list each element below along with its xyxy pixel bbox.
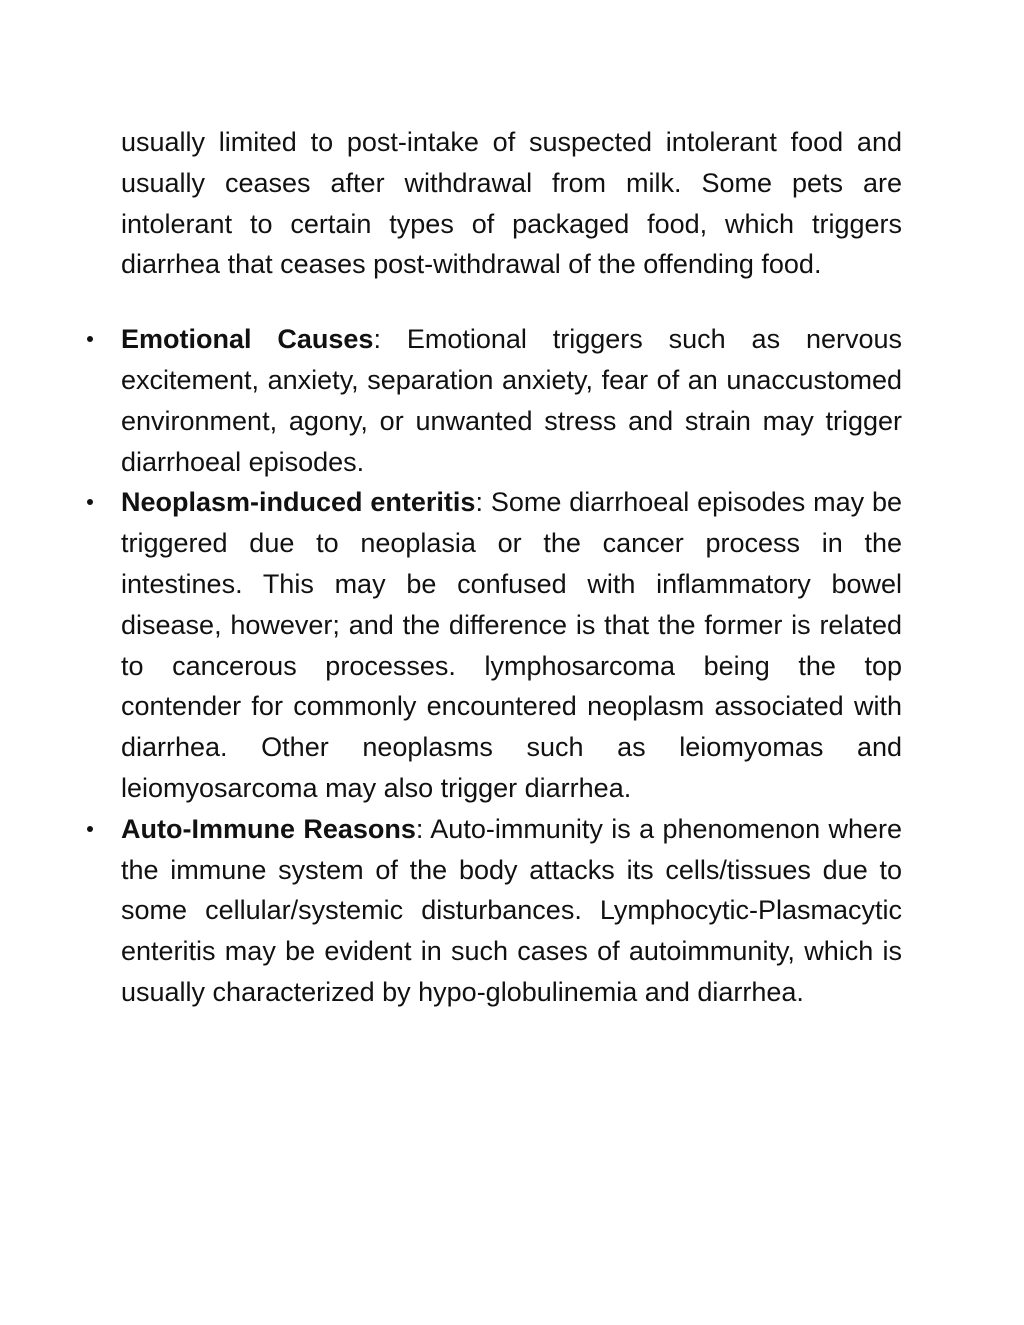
list-item-auto-immune-reasons	[121, 809, 902, 1013]
list-item-separator: :	[475, 487, 483, 518]
list-item-emotional-causes	[121, 319, 902, 482]
intro-paragraph: usually limited to post-intake of suspected intolerant food and usually ceases after withdrawal from milk. Some pets are intolerant to certain types of packaged food, which triggers diarrhea that ceases post-withdrawal of the offending food.	[121, 127, 902, 280]
document-body	[121, 122, 902, 1013]
list-item-text: Some diarrhoeal episodes may be triggered due to neoplasia or the cancer process in the intestines. This may be confused with inflammatory bowel disease, however; and the difference is that the former is related to cancerous processes. lymphosarcoma being the top contender for commonly encountered neoplasm associated with diarrhea. Other neoplasms such as leiomyomas and leiomyosarcoma may also trigger diarrhea.	[121, 487, 902, 803]
list-item-term: Emotional Causes	[121, 324, 374, 355]
list-item-neoplasm-induced-enteritis	[121, 482, 902, 808]
list-item-text: Auto-immunity is a phenomenon where the immune system of the body attacks its cells/tissues due to some cellular/systemic disturbances. Lymphocytic-Plasmacytic enteritis may be evident in such cases of autoimmunity, which is usually characterized by hypo-globulinemia and diarrhea.	[121, 813, 902, 1007]
bullet-icon	[87, 499, 93, 505]
bullet-icon	[87, 336, 93, 342]
list-item-separator: :	[415, 813, 424, 844]
list-item-separator: :	[373, 324, 381, 355]
bullet-icon	[87, 826, 93, 832]
list-item-text: Emotional triggers such as nervous excitement, anxiety, separation anxiety, fear of an unaccustomed environment, agony, or unwanted stress and strain may trigger diarrhoeal episodes.	[121, 324, 902, 477]
causes-list	[121, 319, 902, 1013]
list-item-term: Auto-Immune Reasons	[121, 813, 416, 844]
list-item-term: Neoplasm-induced enteritis	[121, 487, 476, 518]
